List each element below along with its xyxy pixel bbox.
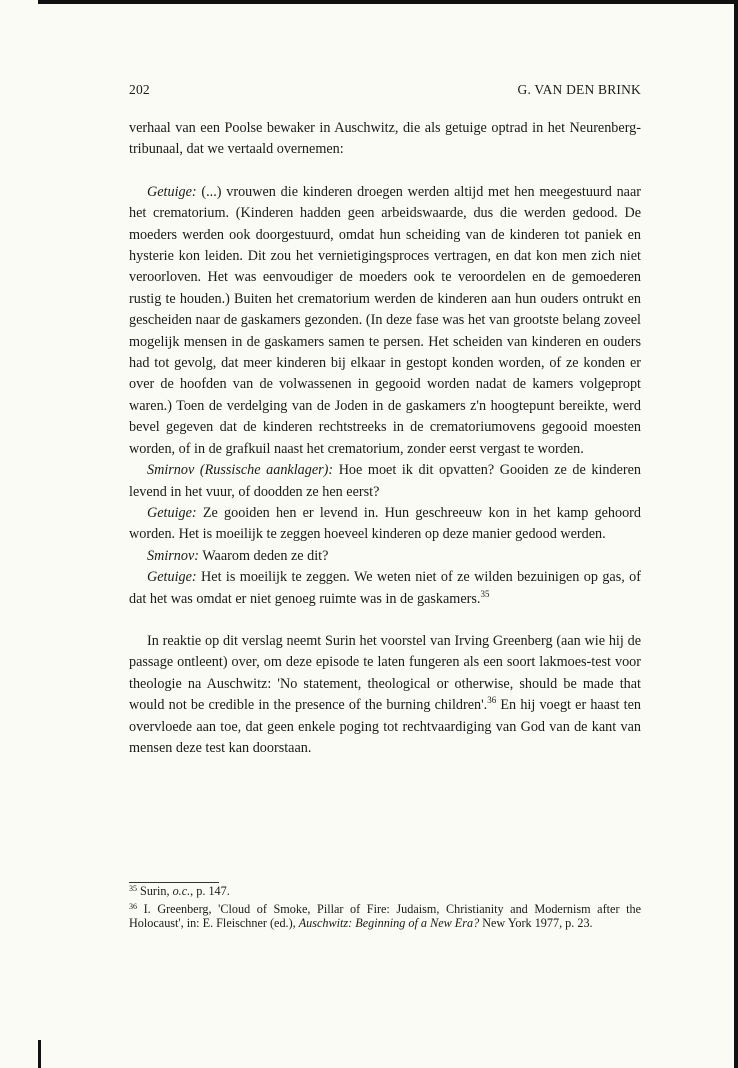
footnote-ref[interactable]: 35: [480, 588, 490, 599]
page-number: 202: [129, 82, 150, 97]
footnote-ref[interactable]: 36: [487, 695, 497, 706]
footnote-text: New York 1977, p. 23.: [479, 916, 593, 931]
conclusion-text: In reaktie op dit verslag neemt Surin het voorstel van Irving Greenberg (aan wie hij de passage ontleent) over, om deze episode te laten fungeren als een soort lakmoes-test voor theologie na Auschwitz: 'No statement, theological or otherwise, should be made that would not be credible in the presence of the burning children'.: [129, 632, 641, 714]
testimony-paragraph-witness: [129, 567, 641, 610]
conclusion-paragraph: [129, 631, 641, 759]
footnote-36: [129, 902, 641, 931]
testimony-text: Hoe moet ik dit opvatten? Gooiden ze de kinderen levend in het vuur, of doodden ze hen eerst?: [129, 462, 641, 500]
footnote-text-italic: Auschwitz: Beginning of a New Era?: [298, 916, 480, 931]
paragraph-gap: [129, 610, 641, 631]
intro-paragraph: verhaal van een Poolse bewaker in Auschwitz, die als getuige optrad in het Neurenberg-tribunaal, dat we vertaald overnemen:: [129, 120, 641, 158]
testimony-text: Waarom deden ze dit?: [199, 547, 329, 564]
speaker-label: Getuige:: [147, 183, 197, 200]
paragraph-gap: [129, 161, 641, 182]
footnote-text: Surin,: [137, 884, 173, 898]
scan-edge-left: [38, 1040, 41, 1068]
testimony-text: Het is moeilijk te zeggen. We weten niet of ze wilden bezuinigen op gas, of dat het was omdat er niet genoeg ruimte was in de gaskamers.: [129, 569, 641, 607]
footnote-35: [129, 884, 641, 899]
testimony-text: Ze gooiden hen er levend in. Hun geschreeuw kon in het kamp gehoord worden. Het is moeilijk te zeggen hoeveel kinderen op deze manier gedood werden.: [129, 504, 641, 543]
footnote-number: 35: [129, 884, 137, 893]
body-text: [129, 118, 641, 759]
testimony-paragraph-prosecutor: [129, 460, 641, 503]
speaker-label: Getuige:: [147, 569, 197, 586]
footnote-text: I. Greenberg, 'Cloud of Smoke, Pillar of Fire: Judaism, Christianity and Modernism after the Holocaust', in: E. Fleischner (ed.),: [129, 901, 641, 931]
conclusion-text: En hij voegt er haast ten overvloede aan toe, dat geen enkele poging tot rechtvaardiging van God van de kant van mensen deze test kan doorstaan.: [129, 697, 641, 756]
speaker-label: Smirnov (Russische aanklager):: [147, 462, 334, 479]
testimony-paragraph-witness: [129, 503, 641, 546]
testimony-text: (...) vrouwen die kinderen droegen werden altijd met hen meegestuurd naar het crematorium. (Kinderen hadden geen arbeidswaarde, dus die werden gedood. De moeders werden ook doorgestuurd, omdat hun scheiding van de kinderen tot paniek en hysterie kon leiden. Dit zou het vernietigingsproces vertragen, en dat kon men zich niet veroorloven. Het was eenvoudiger de moeders ook te veroordelen en de gemoederen rustig te houden.) Buiten het crematorium werden de kinderen aan hun ouders ontrukt en gescheiden naar de gaskamers gezonden. (In deze fase was het van grootste belang zoveel mogelijk mensen in de gaskamers samen te persen. Het scheiden van kinderen en ouders had tot gevolg, dat meer kinderen bij elkaar in gestopt konden worden, of ze konden er over de hoofden van de volwassenen in gegooid worden nadat de kamers volgepropt waren.) Toen de verdelging van de Joden in de gaskamers z'n hoogtepunt bereikte, werd bevel gegeven dat de kinderen rechtstreeks in de crematoriumovens gegooid moesten worden, of in de grafkuil naast het crematorium, zonder eerst vergast te worden.: [129, 183, 641, 457]
scan-edge-top: [38, 0, 734, 4]
footnote-number: 36: [129, 901, 137, 911]
running-head: [129, 82, 641, 98]
footnote-rule: [129, 882, 219, 883]
footnotes: [129, 884, 641, 934]
testimony-paragraph-prosecutor: [129, 546, 641, 567]
speaker-label: Getuige:: [147, 504, 197, 521]
running-head-author: G. VAN DEN BRINK: [517, 82, 641, 97]
footnote-text: , p. 147.: [190, 884, 230, 898]
testimony-paragraph-witness: [129, 182, 641, 460]
scan-edge-right: [734, 0, 738, 1068]
speaker-label: Smirnov:: [147, 547, 200, 564]
footnote-text-italic: o.c.: [172, 884, 191, 898]
